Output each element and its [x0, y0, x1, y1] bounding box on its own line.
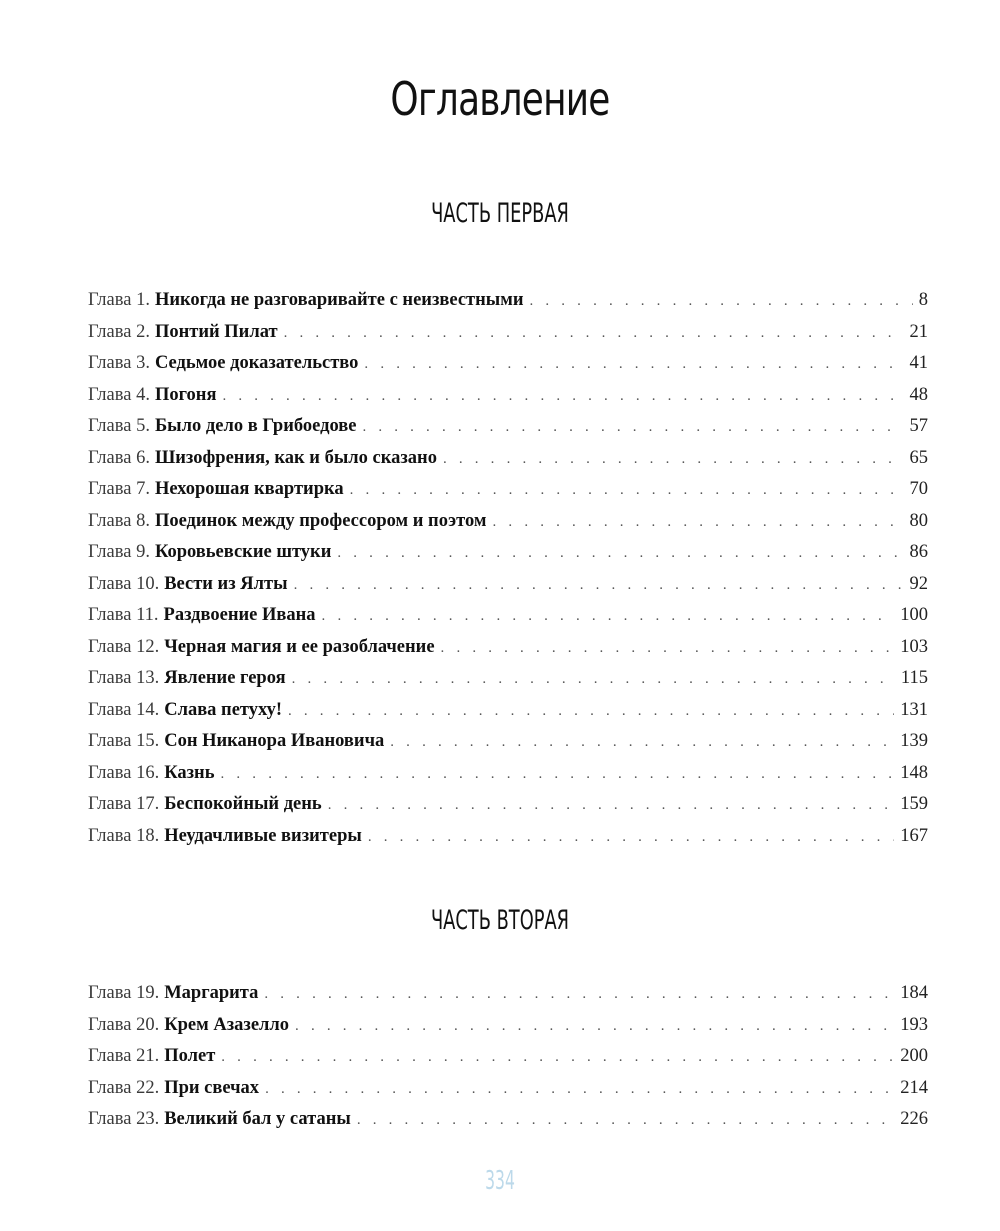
dot-leader [362, 412, 903, 444]
dot-leader [390, 727, 894, 759]
dot-leader [284, 318, 904, 350]
chapter-page-number: 92 [909, 573, 928, 594]
dot-leader [368, 822, 894, 854]
toc-entry [88, 443, 928, 475]
toc-entry [88, 380, 928, 412]
chapter-page-number: 193 [900, 1014, 928, 1035]
toc-list-part-2 [88, 978, 928, 1136]
toc-entry [88, 663, 928, 695]
chapter-page-number: 159 [900, 794, 928, 814]
chapter-number: Глава 21. [88, 1046, 160, 1066]
chapter-number: Глава 18. [88, 825, 160, 846]
toc-entry [88, 821, 928, 853]
chapter-title: Шизофрения, как и было сказано [154, 447, 437, 468]
toc-entry [88, 317, 928, 349]
dot-leader [350, 475, 904, 507]
chapter-page-number: 100 [900, 605, 928, 625]
chapter-number: Глава 11. [88, 605, 159, 625]
chapter-page-number: 57 [909, 416, 928, 436]
toc-entry [88, 978, 928, 1010]
chapter-number: Глава 6. [88, 447, 150, 468]
toc-entry [88, 1104, 928, 1136]
toc-entry [88, 569, 928, 601]
chapter-number: Глава 20. [88, 1014, 160, 1035]
chapter-number: Глава 4. [88, 384, 150, 405]
chapter-page-number: 148 [900, 762, 928, 783]
dot-leader [222, 381, 903, 413]
toc-entry [88, 537, 928, 569]
chapter-title: Коровьевские штуки [154, 542, 332, 562]
dot-leader [264, 979, 894, 1011]
chapter-number: Глава 9. [88, 542, 150, 562]
toc-entry [88, 348, 928, 380]
chapter-title: Было дело в Грибоедове [154, 416, 357, 436]
chapter-page-number: 214 [900, 1077, 928, 1098]
chapter-title: Нехорошая квартирка [154, 479, 344, 499]
dot-leader [337, 538, 903, 570]
dot-leader [288, 696, 894, 728]
dot-leader [529, 286, 912, 318]
chapter-number: Глава 8. [88, 510, 150, 531]
chapter-title: Беспокойный день [164, 794, 322, 814]
toc-entry [88, 1041, 928, 1073]
toc-entry [88, 411, 928, 443]
chapter-title: Маргарита [164, 983, 259, 1003]
dot-leader [357, 1105, 894, 1137]
toc-entry [88, 758, 928, 790]
dot-leader [328, 790, 895, 822]
chapter-page-number: 21 [909, 321, 928, 342]
chapter-page-number: 184 [900, 983, 928, 1003]
toc-list-part-1 [88, 285, 928, 852]
toc-entry [88, 789, 928, 821]
toc-entry [88, 726, 928, 758]
chapter-page-number: 115 [900, 668, 928, 688]
chapter-title: Великий бал у сатаны [164, 1109, 351, 1129]
chapter-number: Глава 15. [88, 731, 160, 751]
chapter-title: Явление героя [164, 668, 286, 688]
chapter-page-number: 131 [900, 699, 928, 720]
chapter-number: Глава 23. [88, 1109, 160, 1129]
chapter-title: Вести из Ялты [164, 573, 288, 594]
chapter-number: Глава 16. [88, 762, 160, 783]
chapter-title: Крем Азазелло [164, 1014, 290, 1035]
chapter-number: Глава 14. [88, 699, 160, 720]
chapter-number: Глава 1. [88, 290, 150, 310]
chapter-number: Глава 5. [88, 416, 150, 436]
dot-leader [265, 1074, 894, 1106]
chapter-title: Казнь [164, 762, 215, 783]
chapter-page-number: 48 [909, 384, 928, 405]
chapter-title: Черная магия и ее разоблачение [164, 636, 435, 657]
dot-leader [441, 633, 895, 665]
chapter-page-number: 41 [909, 353, 928, 373]
chapter-title: Неудачливые визитеры [164, 825, 362, 846]
dot-leader [322, 601, 895, 633]
chapter-title: Сон Никанора Ивановича [164, 731, 385, 751]
chapter-title: Понтий Пилат [154, 321, 278, 342]
toc-entry [88, 506, 928, 538]
toc-entry [88, 1073, 928, 1105]
chapter-title: Полет [164, 1046, 216, 1066]
toc-entry [88, 1010, 928, 1042]
chapter-number: Глава 17. [88, 794, 160, 814]
chapter-title: Никогда не разговаривайте с неизвестными [154, 290, 524, 310]
toc-entry [88, 695, 928, 727]
chapter-number: Глава 12. [88, 636, 160, 657]
dot-leader [295, 1011, 894, 1043]
part-heading-second: ЧАСТЬ ВТОРАЯ [430, 905, 570, 936]
chapter-number: Глава 22. [88, 1077, 160, 1098]
chapter-page-number: 103 [900, 636, 928, 657]
chapter-page-number: 80 [909, 510, 928, 531]
chapter-number: Глава 19. [88, 983, 160, 1003]
chapter-title: Поединок между профессором и поэтом [154, 510, 487, 531]
chapter-page-number: 139 [900, 731, 928, 751]
dot-leader [443, 444, 904, 476]
chapter-title: Слава петуху! [164, 699, 282, 720]
dot-leader [221, 1042, 894, 1074]
dot-leader [221, 759, 895, 791]
toc-entry [88, 600, 928, 632]
chapter-title: При свечах [164, 1077, 260, 1098]
chapter-page-number: 86 [909, 542, 928, 562]
chapter-page-number: 8 [918, 290, 928, 310]
part-heading-first: ЧАСТЬ ПЕРВАЯ [431, 198, 569, 229]
chapter-page-number: 200 [900, 1046, 928, 1066]
chapter-number: Глава 2. [88, 321, 150, 342]
toc-entry [88, 474, 928, 506]
chapter-page-number: 65 [909, 447, 928, 468]
dot-leader [364, 349, 903, 381]
chapter-number: Глава 7. [88, 479, 150, 499]
dot-leader [292, 664, 895, 696]
toc-entry [88, 285, 928, 317]
chapter-number: Глава 13. [88, 668, 160, 688]
chapter-page-number: 226 [900, 1109, 928, 1129]
dot-leader [493, 507, 904, 539]
page-number: 334 [485, 1166, 515, 1196]
chapter-title: Раздвоение Ивана [163, 605, 316, 625]
chapter-page-number: 167 [900, 825, 928, 846]
chapter-title: Погоня [154, 384, 217, 405]
dot-leader [294, 570, 904, 602]
chapter-page-number: 70 [909, 479, 928, 499]
toc-entry [88, 632, 928, 664]
page-title: Оглавление [390, 72, 610, 126]
chapter-number: Глава 10. [88, 573, 160, 594]
chapter-title: Седьмое доказательство [154, 353, 359, 373]
chapter-number: Глава 3. [88, 353, 150, 373]
